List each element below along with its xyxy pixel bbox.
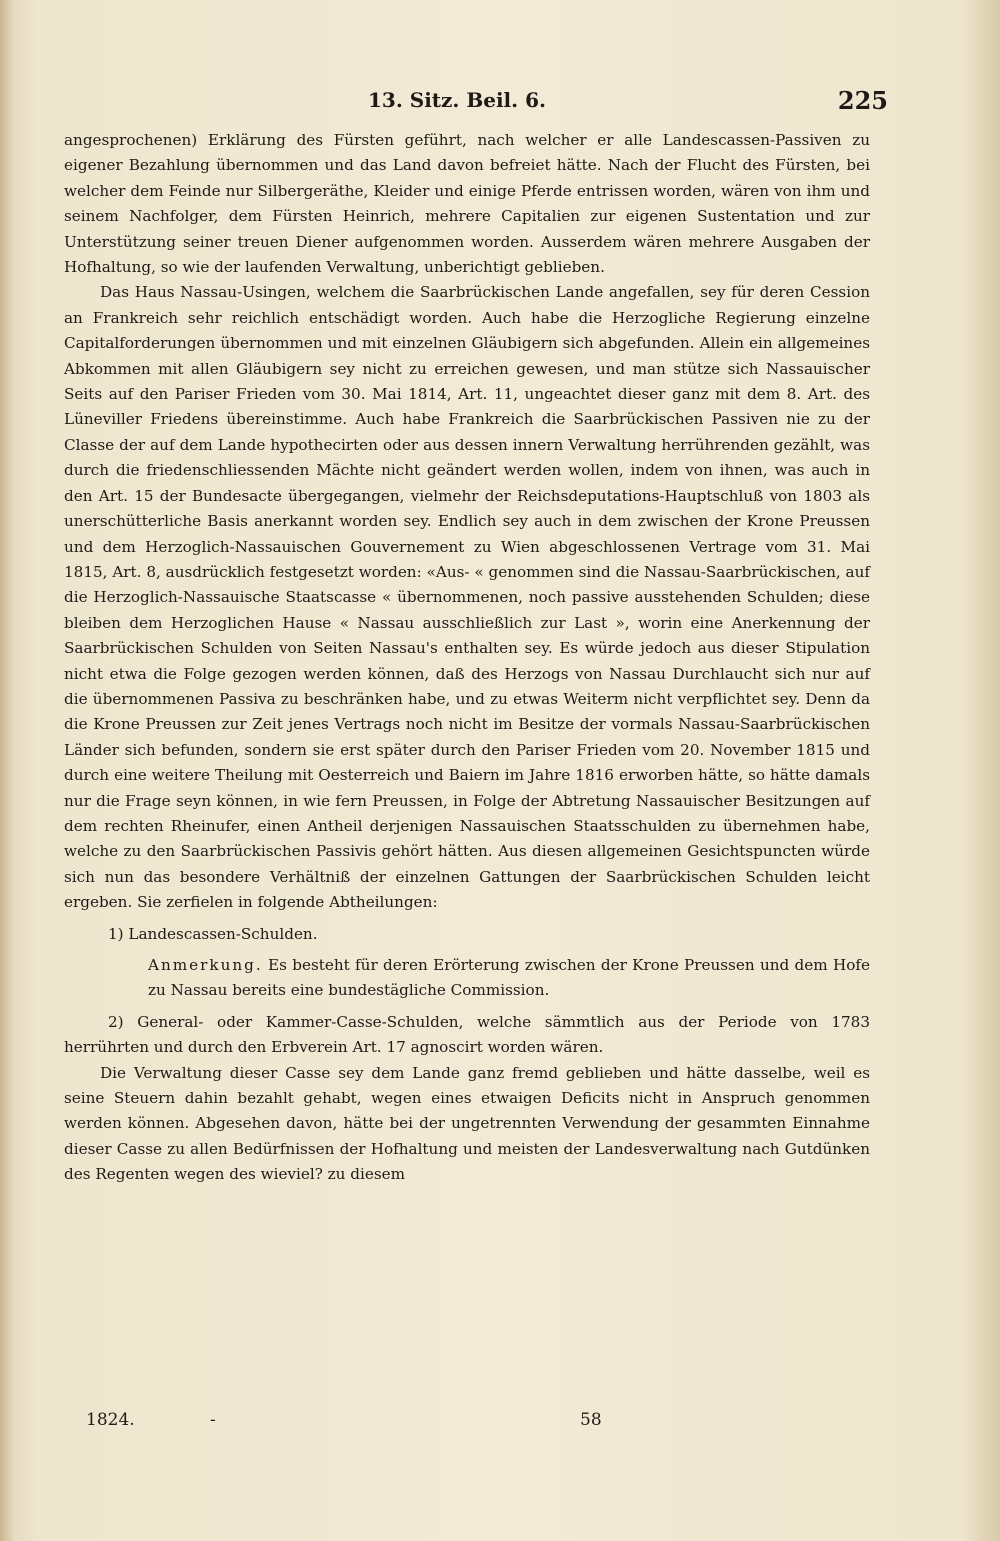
- running-head: 13. Sitz. Beil. 6.: [368, 88, 546, 112]
- note: [148, 953, 870, 1004]
- page-header: [60, 86, 888, 118]
- signature-mark: 58: [580, 1410, 602, 1430]
- body-text: [64, 128, 870, 1188]
- list-item: 1) Landescassen-Schulden.: [108, 924, 318, 943]
- paragraph: angesprochenen) Erklärung des Fürsten geführt, nach welcher er alle Landescassen-Passiven zu eigener Bezahlung übernommen und das Land davon befreiet hätte. Nach der Flucht des Fürsten, bei welcher dem Feinde nur Silbergeräthe, Kleider und einige Pferde entrissen worden, wären von ihm und seinem Nachfolger, dem Fürsten Heinrich, mehrere Capitalien zur eigenen Sustentation und zur Unterstützung seiner treuen Diener aufgenommen worden. Ausserdem wären mehrere Ausgaben der Hofhaltung, so wie der laufenden Verwaltung, unberichtigt geblieben.: [64, 131, 870, 277]
- paragraph: Das Haus Nassau-Usingen, welchem die Saarbrückischen Lande angefallen, sey für deren Cession an Frankreich sehr reichlich entschädigt worden. Auch habe die Herzogliche Regierung einzelne Capitalforderungen übernommen und mit einzelnen Gläubigern sich abgefunden. Allein ein allgemeines Abkommen mit allen Gläubigern sey nicht zu erreichen gewesen, und man stütze sich Nassauischer Seits auf den Pariser Frieden vom 30. Mai 1814, Art. 11, ungeachtet dieser ganz mit dem 8. Art. des Lüneviller Friedens übereinstimme. Auch habe Frankreich die Saarbrückischen Passiven nie zu der Classe der auf dem Lande hypothecirten oder aus dessen innern Verwaltung herrührenden gezählt, was durch die friedenschliessenden Mächte nicht geändert werden wollen, indem von ihnen, was auch in den Art. 15 der Bundesacte übergegangen, vielmehr der Reichsdeputations-Hauptschluß von 1803 als unerschütterliche Basis anerkannt worden sey. Endlich sey auch in dem zwischen der Krone Preussen und dem Herzoglich-Nassauischen Gouvernement zu Wien abgeschlossenen Vertrage vom 31. Mai 1815, Art. 8, ausdrücklich festgesetzt worden: «Aus- « genommen sind die Nassau-Saarbrückischen, auf die Herzoglich-Nassauische Staatscasse « übernommenen, noch passive ausstehenden Schulden; diese bleiben dem Herzoglichen Hause « Nassau ausschließlich zur Last », worin eine Anerkennung der Saarbrückischen Schulden von Seiten Nassau's enthalten sey. Es würde jedoch aus dieser Stipulation nicht etwa die Folge gezogen werden können, daß des Herzogs von Nassau Durchlaucht sich nur auf die übernommenen Passiva zu beschränken habe, und zu etwas Weiterm nicht verpflichtet sey. Denn da die Krone Preussen zur Zeit jenes Vertrags noch nicht im Besitze der vormals Nassau-Saarbrückischen Länder sich befunden, sondern sie erst später durch den Pariser Frieden vom 20. November 1815 und durch eine weitere Theilung mit Oesterreich und Baiern im Jahre 1816 erworben hätte, so hätte damals nur die Frage seyn können, in wie fern Preussen, in Folge der Abtretung Nassauischer Besitzungen auf dem rechten Rheinufer, einen Antheil derjenigen Nassauischen Staatsschulden zu übernehmen habe, welche zu den Saarbrückischen Passivis gehört hätten. Aus diesen allgemeinen Gesichtspuncten würde sich nun das besondere Verhältniß der einzelnen Gattungen der Saarbrückischen Schulden leicht ergeben. Sie zerfielen in folgende Abtheilungen:: [64, 283, 870, 912]
- note-label: Anmerkung.: [148, 956, 263, 974]
- footer-dash: -: [210, 1410, 216, 1430]
- footer-year: 1824.: [86, 1410, 135, 1430]
- page-number: 225: [837, 86, 888, 115]
- note-text: Es besteht für deren Erörterung zwischen der Krone Preussen und dem Hofe zu Nassau bereits eine bundestägliche Commission.: [148, 956, 870, 1000]
- list-item: 2) General- oder Kammer-Casse-Schulden, welche sämmtlich aus der Periode von 1783 herrührten und durch den Erbverein Art. 17 agnoscirt worden wären.: [64, 1012, 870, 1057]
- paragraph: Die Verwaltung dieser Casse sey dem Lande ganz fremd geblieben und hätte dasselbe, weil es seine Steuern dahin bezahlt gehabt, wegen eines etwaigen Deficits nicht in Anspruch genommen werden können. Abgesehen davon, hätte bei der ungetrennten Verwendung der gesammten Einnahme dieser Casse zu allen Bedürfnissen der Hofhaltung und meisten der Landesverwaltung nach Gutdünken des Regenten wegen des wieviel? zu diesem: [64, 1063, 870, 1184]
